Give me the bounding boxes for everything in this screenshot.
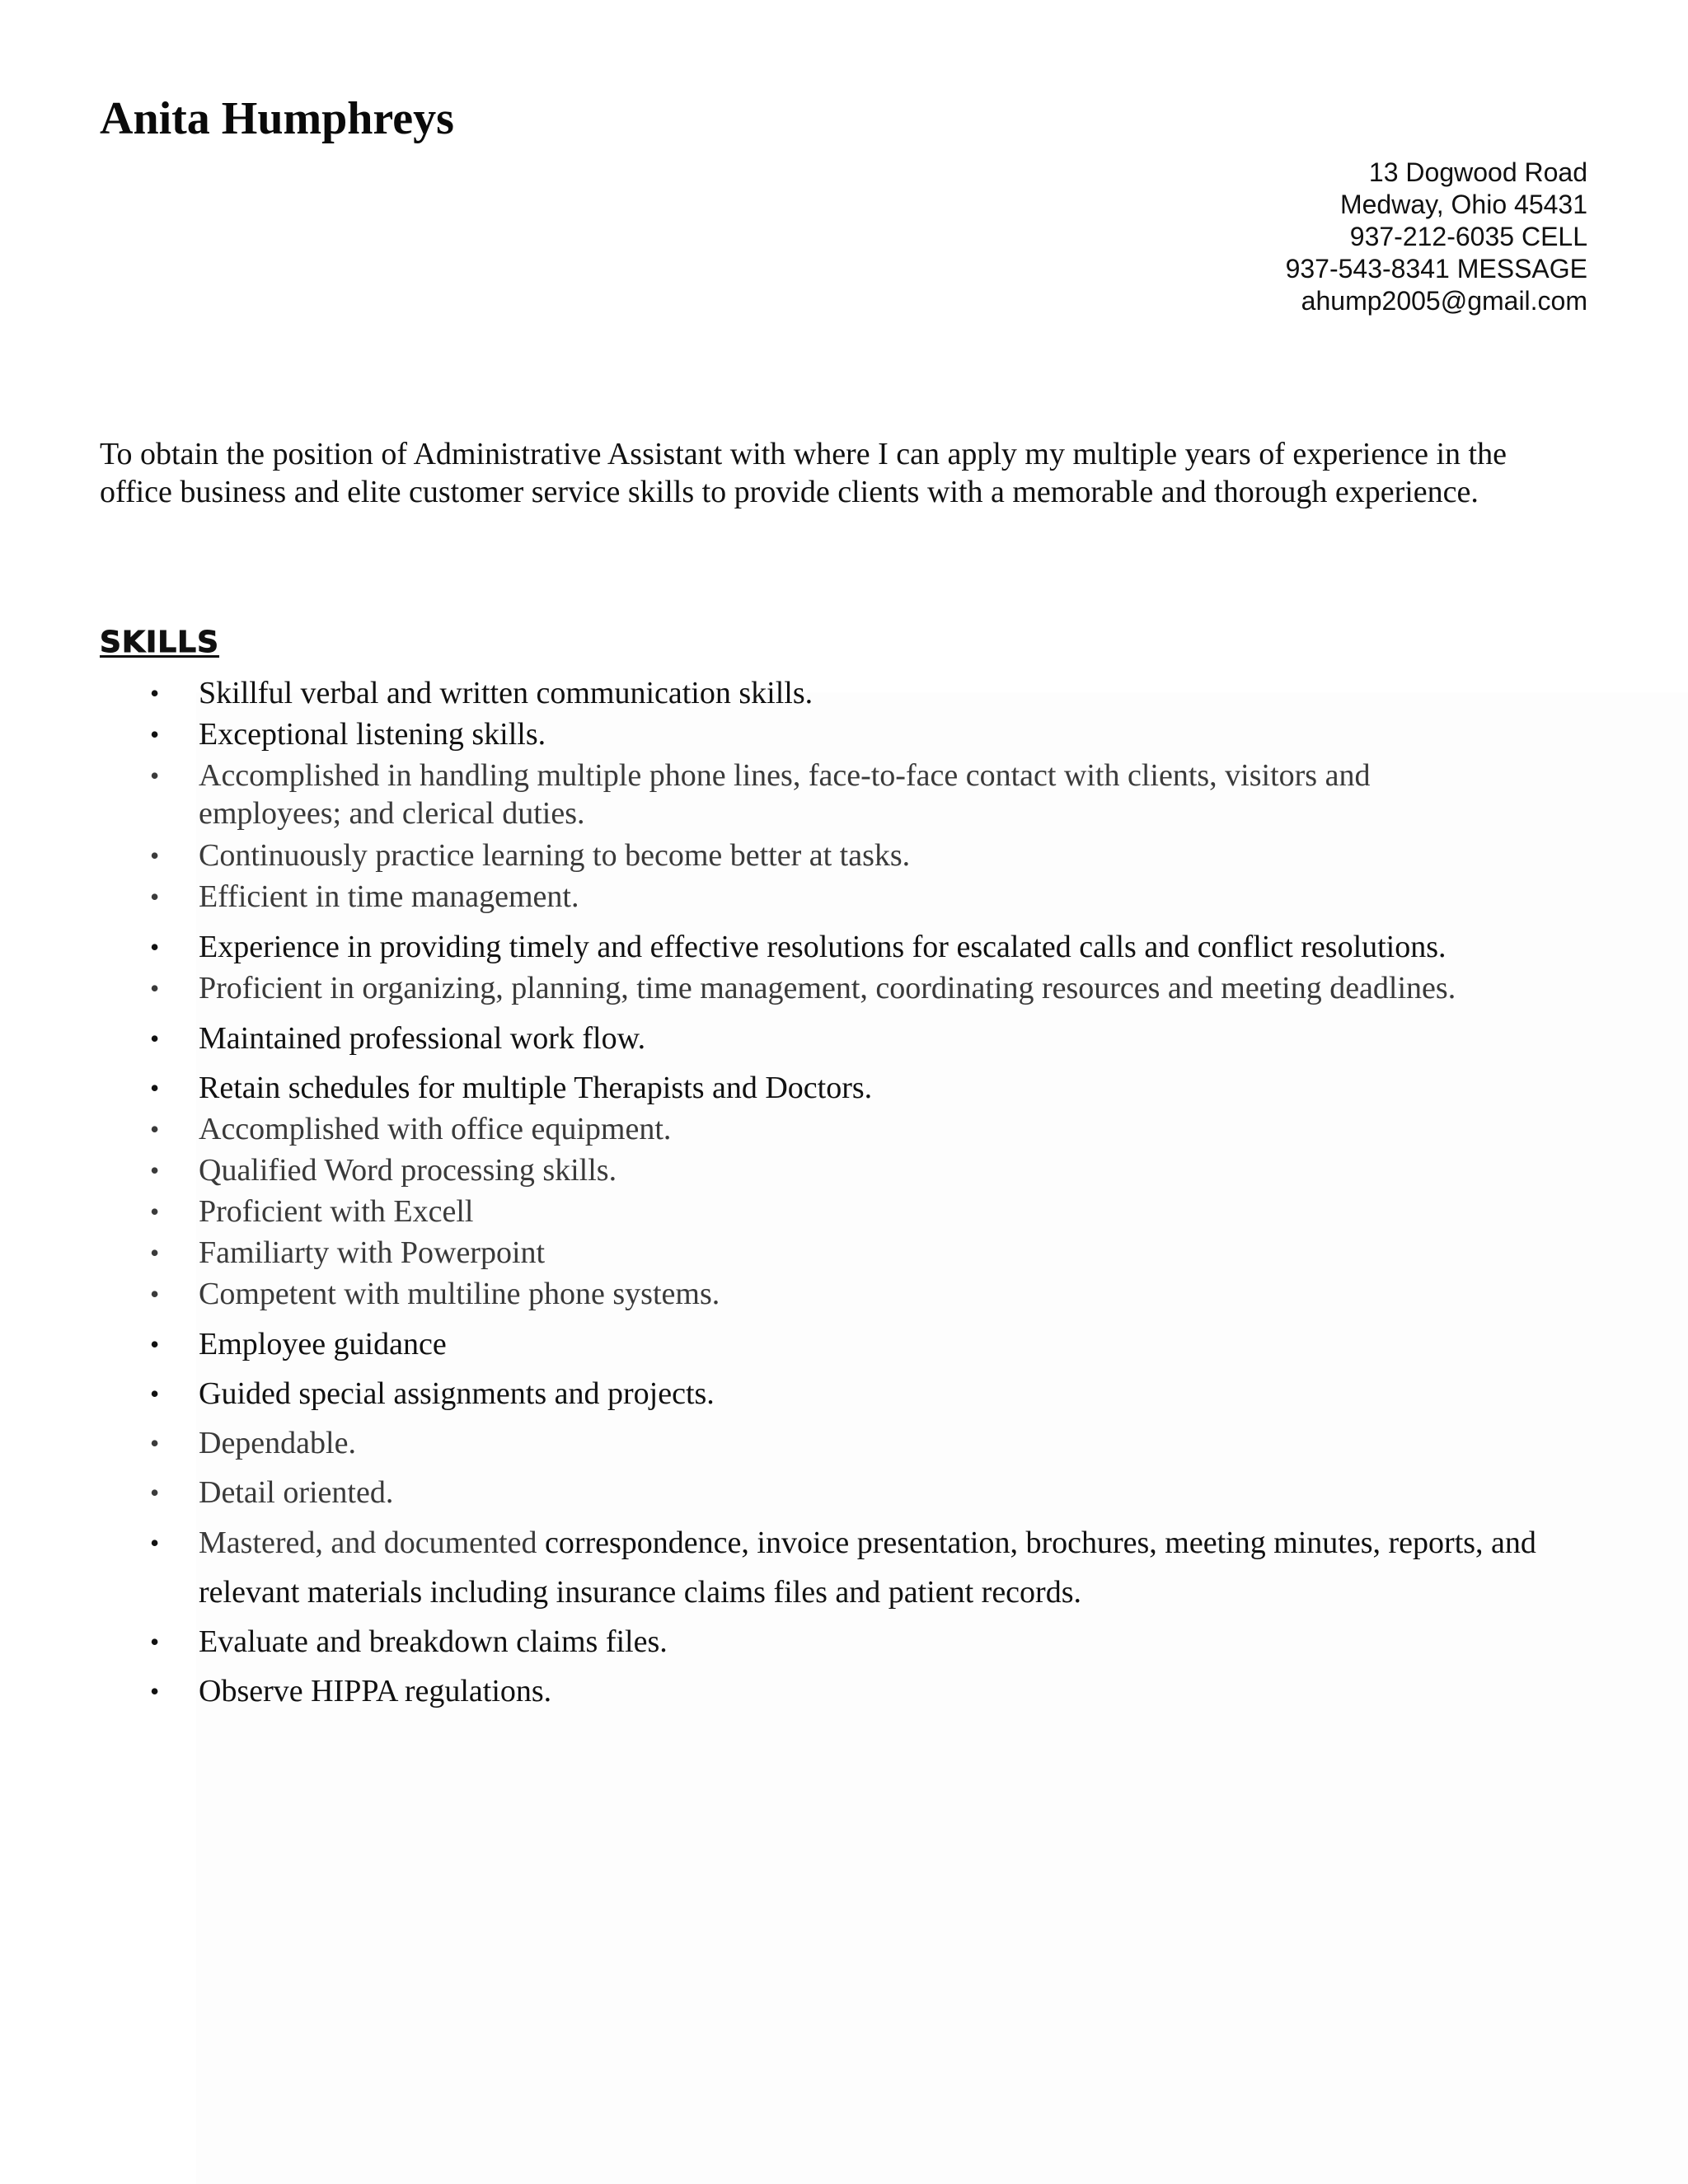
contact-cell-phone: 937-212-6035 CELL <box>1349 222 1587 251</box>
skill-text: Experience in providing timely and effective resolutions for escalated calls and conflict resolutions. <box>199 930 1447 964</box>
bullet-icon: • <box>150 1114 160 1144</box>
contact-street: 13 Dogwood Road <box>1368 157 1587 187</box>
bullet-icon: • <box>150 1478 160 1507</box>
bullet-icon: • <box>150 1073 160 1103</box>
skill-item <box>150 757 1468 832</box>
bullet-icon: • <box>150 678 160 708</box>
bullet-icon: • <box>150 1155 160 1185</box>
bullet-icon: • <box>150 1528 160 1558</box>
skill-item <box>150 1234 1583 1272</box>
skill-text: Retain schedules for multiple Therapists and Doctors. <box>199 1071 873 1105</box>
skill-text-lead: Mastered, and documented <box>199 1526 537 1560</box>
bullet-icon: • <box>150 1197 160 1226</box>
skill-item <box>150 1275 1583 1313</box>
skill-text: Proficient with Excell <box>199 1194 474 1229</box>
skill-text: Exceptional listening skills. <box>199 717 546 752</box>
contact-block <box>1010 157 1587 317</box>
bullet-icon: • <box>150 882 160 912</box>
skill-text: Skillful verbal and written communication skills. <box>199 676 814 710</box>
contact-message-phone: 937-543-8341 MESSAGE <box>1285 254 1587 284</box>
skill-text: Competent with multiline phone systems. <box>199 1277 720 1311</box>
skill-item <box>150 715 1583 753</box>
skill-text: Guided special assignments and projects. <box>199 1376 715 1411</box>
skill-text: Efficient in time management. <box>199 879 579 914</box>
bullet-icon: • <box>150 1238 160 1268</box>
bullet-icon: • <box>150 1329 160 1359</box>
skill-text: Employee guidance <box>199 1327 447 1361</box>
skill-item <box>150 1474 1583 1511</box>
bullet-icon: • <box>150 1428 160 1458</box>
skill-text: Qualified Word processing skills. <box>199 1153 617 1188</box>
skill-text: Familiarty with Powerpoint <box>199 1235 546 1270</box>
skill-text-rest: correspondence, invoice presentation, brochures, meeting minutes, reports, and relevant materials including insurance claims files and patient records. <box>199 1526 1536 1610</box>
skill-item <box>150 1325 1583 1363</box>
bullet-icon: • <box>150 761 160 790</box>
skill-item <box>150 1019 1583 1057</box>
skill-text: Proficient in organizing, planning, time management, coordinating resources and meeting deadlines. <box>199 971 1456 1005</box>
skill-item <box>150 1193 1583 1230</box>
skill-item <box>150 837 1583 874</box>
bullet-icon: • <box>150 973 160 1003</box>
contact-email: ahump2005@gmail.com <box>1301 286 1587 316</box>
bullet-icon: • <box>150 1279 160 1309</box>
skill-text: Accomplished in handling multiple phone lines, face-to-face contact with clients, visitors and employees; and clerical duties. <box>199 758 1371 831</box>
bullet-icon: • <box>150 1627 160 1657</box>
skill-text: Dependable. <box>199 1426 356 1460</box>
skill-text: Observe HIPPA regulations. <box>199 1674 552 1708</box>
skill-item <box>150 1069 1583 1107</box>
skill-item <box>150 878 1583 916</box>
skill-item <box>150 674 1583 712</box>
candidate-name: Anita Humphreys <box>100 93 454 144</box>
skill-text: Continuously practice learning to become better at tasks. <box>199 838 911 873</box>
bullet-icon: • <box>150 1379 160 1408</box>
objective-statement: To obtain the position of Administrative Assistant with where I can apply my multiple years of experience in the office business and elite customer service skills to provide clients with a memorable and thorough experience. <box>100 437 1507 509</box>
skill-item <box>150 928 1583 966</box>
bullet-icon: • <box>150 1676 160 1706</box>
skills-heading: SKILLS <box>100 626 220 659</box>
skill-text: Maintained professional work flow. <box>199 1021 646 1056</box>
skill-item <box>150 1424 1583 1462</box>
bullet-icon: • <box>150 932 160 962</box>
bullet-icon: • <box>150 719 160 749</box>
skill-text: Evaluate and breakdown claims files. <box>199 1624 668 1659</box>
skill-item <box>150 1623 1583 1661</box>
skill-text: Accomplished with office equipment. <box>199 1112 672 1146</box>
skill-item <box>150 1110 1583 1148</box>
skill-item <box>150 1151 1583 1189</box>
skill-item <box>150 1375 1583 1413</box>
bullet-icon: • <box>150 841 160 870</box>
skill-item <box>150 1672 1583 1710</box>
skill-item <box>150 969 1583 1007</box>
skill-text: Detail oriented. <box>199 1475 394 1510</box>
bullet-icon: • <box>150 1024 160 1053</box>
skill-item <box>150 1518 1600 1617</box>
contact-city-state-zip: Medway, Ohio 45431 <box>1339 190 1587 219</box>
